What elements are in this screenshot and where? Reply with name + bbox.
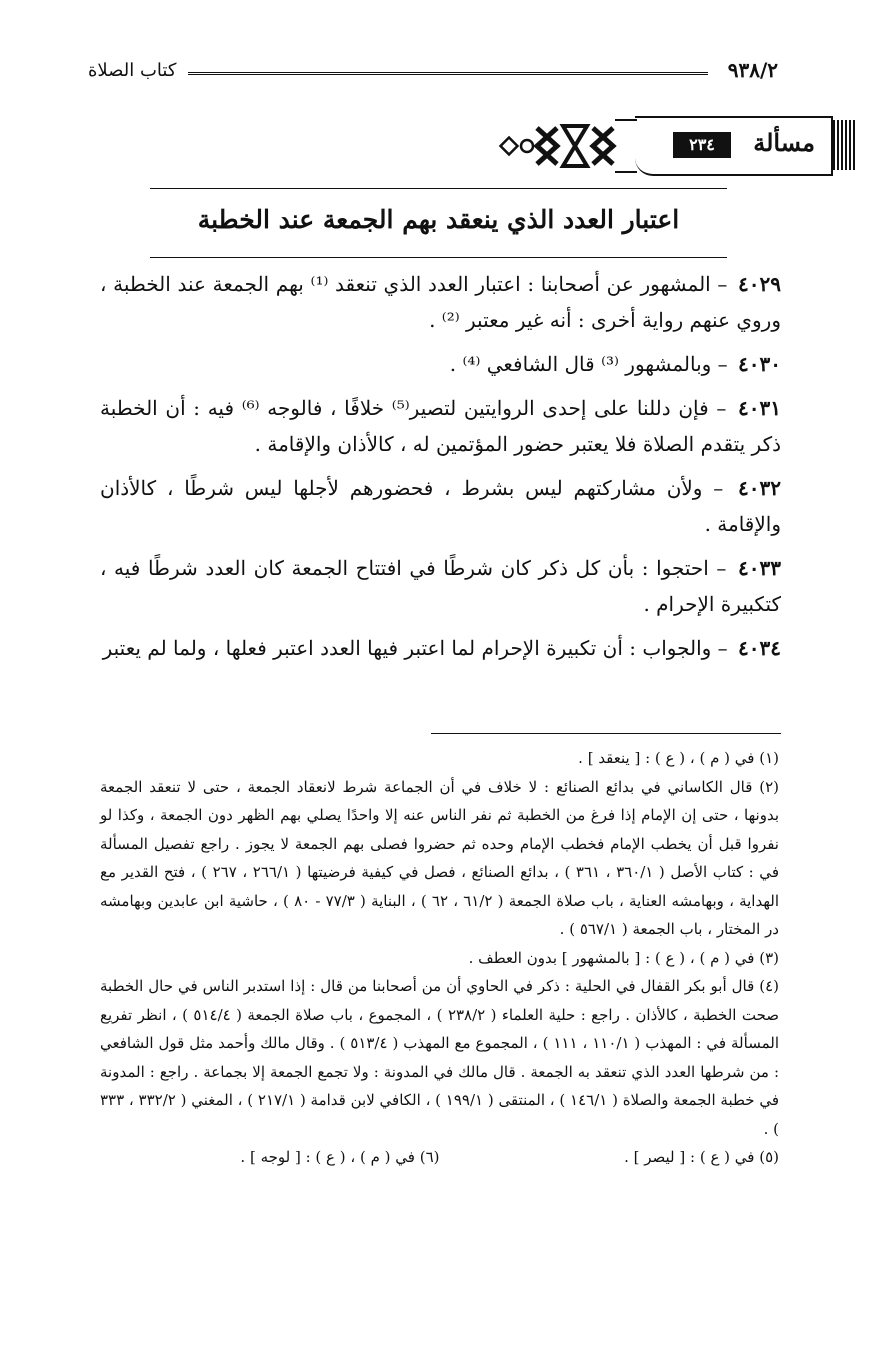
- footnote-separator: [431, 733, 781, 734]
- banner-bars-ornament: [833, 120, 857, 170]
- paragraph: [100, 470, 781, 542]
- masala-banner: [497, 114, 857, 178]
- paragraph: [100, 550, 781, 622]
- masala-label: مسألة: [753, 128, 815, 157]
- paragraph-text: – ولأن مشاركتهم ليس بشرط ، فحضورهم لأجلها ليس شرطًا ، كالأذان والإقامة .: [100, 476, 781, 536]
- knot-ornament-icon: [497, 116, 637, 176]
- paragraph-text: – المشهور عن أصحابنا : اعتبار العدد الذي تنعقد ⁽¹⁾ بهم الجمعة عند الخطبة ، وروي عنهم رواية أخرى : أنه غير معتبر ⁽²⁾ .: [100, 272, 781, 332]
- paragraph-number: ٤٠٣١: [738, 396, 782, 420]
- section-title: اعتبار العدد الذي ينعقد بهم الجمعة عند الخطبة: [150, 188, 727, 258]
- paragraph-text: – والجواب : أن تكبيرة الإحرام لما اعتبر فيها العدد اعتبر فعلها ، ولما لم يعتبر: [102, 636, 728, 660]
- footnote: (١) في ( م ) ، ( ع ) : [ ينعقد ] .: [578, 749, 779, 767]
- paragraph-number: ٤٠٣٣: [738, 556, 781, 580]
- paragraph: [100, 630, 781, 666]
- paragraph-number: ٤٠٣٢: [738, 476, 781, 500]
- running-header: [88, 58, 778, 92]
- paragraph-number: ٤٠٢٩: [738, 272, 782, 296]
- paragraph-text: – فإن دللنا على إحدى الروايتين لتصير⁽⁵⁾ خلافًا ، فالوجه ⁽⁶⁾ فيه : أن الخطبة ذكر يتقدم الصلاة فلا يعتبر حضور المؤتمين له ، كالأذان والإقامة .: [100, 396, 781, 456]
- paragraph: [100, 390, 781, 462]
- paragraph-text: – وبالمشهور ⁽³⁾ قال الشافعي ⁽⁴⁾ .: [449, 352, 728, 376]
- paragraph-number: ٤٠٣٠: [738, 352, 781, 376]
- footnote: (٣) في ( م ) ، ( ع ) : [ بالمشهور ] بدون العطف .: [468, 948, 779, 967]
- paragraph-number: ٤٠٣٤: [738, 636, 781, 660]
- paragraph: [100, 266, 781, 338]
- footnote: (٦) في ( م ) ، ( ع ) : [ لوجه ] .: [240, 1148, 440, 1166]
- main-text: [100, 266, 781, 674]
- page-number: ٩٣٨/٢: [727, 58, 778, 82]
- paragraph: [100, 346, 781, 382]
- book-title: كتاب الصلاة: [88, 60, 177, 81]
- footnote: (٢) قال الكاساني في بدائع الصنائع : لا خلاف في أن الجماعة شرط لانعقاد الجمعة ، حتى لا تنعقد الجمعة بدونها ، حتى إن الإمام إذا فرغ من الخطبة ثم نفر الناس عنه إلا واحدًا يصلي بهم الظهر دون الجمعة ، وكذا لو نفروا قبل أن يخطب الإمام فخطب الإمام وحده ثم حضروا فصلى بهم الجمعة لا يجوز . راجع تفصيل المسألة في : كتاب الأصل ( ٣٦٠/١ ، ٣٦١ ) ، بدائع الصنائع ، فصل في كيفية فرضيتها ( ٢٦٦/١ ، ٢٦٧ ) ، فتح القدير مع الهداية ، وبهامشه العناية ، باب صلاة الجمعة ( ٦١/٢ ، ٦٢ ) ، البناية ( ٧٧/٣ - ٨٠ ) ، حاشية ابن عابدين وبهامشه در المختار ، باب الجمعة ( ٥٦٧/١ ) .: [100, 777, 779, 938]
- footnote-pair: [100, 1143, 779, 1172]
- footnotes: [100, 744, 779, 1172]
- footnote: (٤) قال أبو بكر القفال في الحلية : ذكر في الحاوي أن من أصحابنا من قال : إذا استدبر الناس في حال الخطبة صحت الخطبة ، كالأذان . راجع : حلية العلماء ( ٢٣٨/٢ ) ، المجموع ، باب صلاة الجمعة ( ٥١٤/٤ ) ، انظر تفريع المسألة في : المهذب ( ١١٠/١ ، ١١١ ) ، المجموع مع المهذب ( ٥١٣/٤ ) . وقال مالك وأحمد مثل قول الشافعي : من شرطها العدد الذي تنعقد به الجمعة . قال مالك في المدونة : ولا تجمع الجمعة إلا بجماعة . راجع : المدونة في خطبة الجمعة والصلاة ( ١٤٦/١ ) ، المنتقى ( ١٩٩/١ ) ، الكافي لابن قدامة ( ٢١٧/١ ) ، المغني ( ٣٣٢/٢ ، ٣٣٣ ) .: [99, 977, 780, 1138]
- header-rule: [188, 72, 708, 78]
- masala-number: ٢٣٤: [673, 132, 731, 158]
- footnote: (٥) في ( ع ) : [ ليصر ] .: [624, 1148, 779, 1166]
- paragraph-text: – احتجوا : بأن كل ذكر كان شرطًا في افتتاح الجمعة كان العدد شرطًا فيه ، كتكبيرة الإحرام .: [100, 556, 781, 616]
